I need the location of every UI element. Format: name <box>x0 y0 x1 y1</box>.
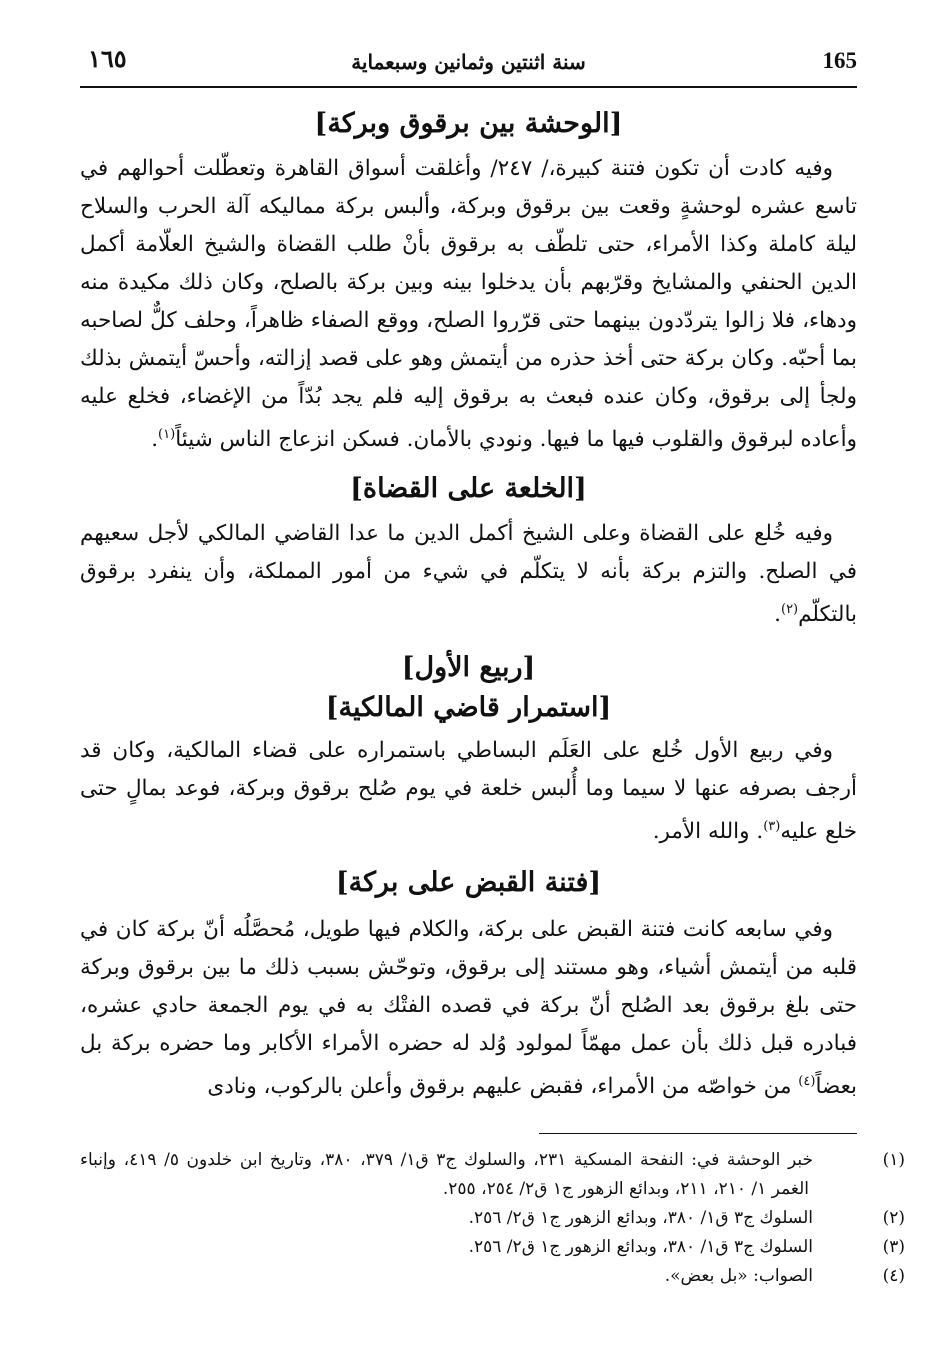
footnote-text: خبر الوحشة في: النفحة المسكية ٢٣١، والسلوك ج٣ ق١/ ٣٧٩، ٣٨٠، وتاريخ ابن خلدون ٥/ ٤١٩، وإنباء الغمر ١/ ٢١٠، ٢١١، وبدائع الزهور ج١ ق٢/ ٢٥٤، ٢٥٥. <box>80 1150 814 1199</box>
footnote-number: (٢) <box>882 1208 905 1228</box>
footnote-ref: (١) <box>158 427 176 442</box>
footnote <box>80 1233 905 1262</box>
footnote <box>80 1262 905 1291</box>
section-heading: [الوحشة بين برقوق وبركة] <box>314 108 623 139</box>
footnote-ref: (٢) <box>780 602 799 618</box>
section-heading: [فتنة القبض على بركة] <box>335 867 602 899</box>
main-text <box>80 100 857 1107</box>
footnotes <box>80 1146 906 1291</box>
section-heading: [استمرار قاضي المالكية] <box>325 692 612 724</box>
header-rule <box>80 86 857 88</box>
footnote-number: (٣) <box>882 1237 905 1257</box>
footnote-ref: (٤) <box>798 1074 816 1090</box>
footnote-text: الصواب: «بل بعض». <box>664 1266 813 1286</box>
section-paragraph: وفيه كادت أن تكون فتنة كبيرة،/ ٢٤٧/ وأغلقت أسواق القاهرة وتعطّلت أحوالهم في تاسع عشره لوحشةٍ وقعت بين برقوق وبركة، وألبس بركة مماليكه آلة الحرب والسلاح ليلة كاملة وكذا الأمراء، حتى تلطّف به برقوق بأنْ طلب القضاة والشيخ العلّامة أكمل الدين الحنفي والمشايخ وقرّبهم بأن يدخلوا بينه وبين بركة بالصلح، وكان ذلك مكيدة منه ودهاء، فلا زالوا يتردّدون بينهما حتى قرّروا الصلح، ووقع الصفاء ظاهراً، وحلف كلٌّ لصاحبه بما أحبّه. وكان بركة حتى أخذ حذره من أيتمش وهو على قصد إزالته، وأحسّ أيتمش بذلك ولجأ إلى برقوق، وكان عنده فبعث به برقوق إليه فلم يجد بُدّاً من الإغضاء، فخلع عليه وأعاده لبرقوق والقلوب فيها ما فيها. ونودي بالأمان. فسكن انزعاج الناس شيئاً$^{(١)}$. <box>80 156 857 453</box>
section-paragraph: وفيه خُلع على القضاة وعلى الشيخ أكمل الدين ما عدا القاضي المالكي لأجل سعيهم في الصلح. والتزم بركة بأنه لا يتكلّم في شيء من أمور المملكة، وأن ينفرد برقوق بالتكلّم$^{(٢)}$. <box>80 521 857 628</box>
footnote <box>80 1146 906 1204</box>
footnote-number: (١) <box>882 1150 906 1170</box>
footnote-number: (٤) <box>882 1266 905 1286</box>
month-heading: [ربيع الأول] <box>401 652 536 684</box>
page-number-arabic: ١٦٥ <box>88 44 127 73</box>
footnote-text: السلوك ج٣ ق١/ ٣٨٠، وبدائع الزهور ج١ ق٢/ ٢٥٦. <box>468 1208 813 1228</box>
section-heading: [الخلعة على القضاة] <box>350 473 587 505</box>
footnote-rule <box>539 1133 857 1134</box>
page-header <box>80 40 857 80</box>
footnote-text: السلوك ج٣ ق١/ ٣٨٠، وبدائع الزهور ج١ ق٢/ ٢٥٦. <box>468 1237 813 1257</box>
section-paragraph: وفي ربيع الأول خُلع على العَلَم البساطي باستمراره على قضاء المالكية، وكان قد أرجف بصرفه عنها لا سيما وما أُلبس خلعة في يوم صُلح برقوق وبركة، فوعد بمالٍ حتى خلع عليه$^{(٣)}$. والله الأمر. <box>80 738 857 845</box>
section-paragraph: وفي سابعه كانت فتنة القبض على بركة، والكلام فيها طويل، مُحصَّلُه أنّ بركة كان في قلبه من أيتمش أشياء، وهو مستند إلى برقوق، وتوحّش بسبب ذلك ما بين برقوق وبركة حتى بلغ برقوق بعد الصُلح أنّ بركة في قصده الفتْك به في يوم الجمعة حادي عشره، فبادره قبل ذلك بأن عمل مهمّاً لمولود وُلد له حضره الأمراء الأكابر وما حضره بركة بل بعضاً$^{(٤)}$ من خواصّه من الأمراء، فقبض عليهم برقوق وأعلن بالركوب، ونادى <box>80 917 857 1100</box>
running-title: سنة اثنتين وثمانين وسبعماية <box>351 50 586 74</box>
page-number-latin: 165 <box>822 48 857 73</box>
footnote <box>80 1204 905 1233</box>
footnote-ref: (٣) <box>763 819 781 835</box>
